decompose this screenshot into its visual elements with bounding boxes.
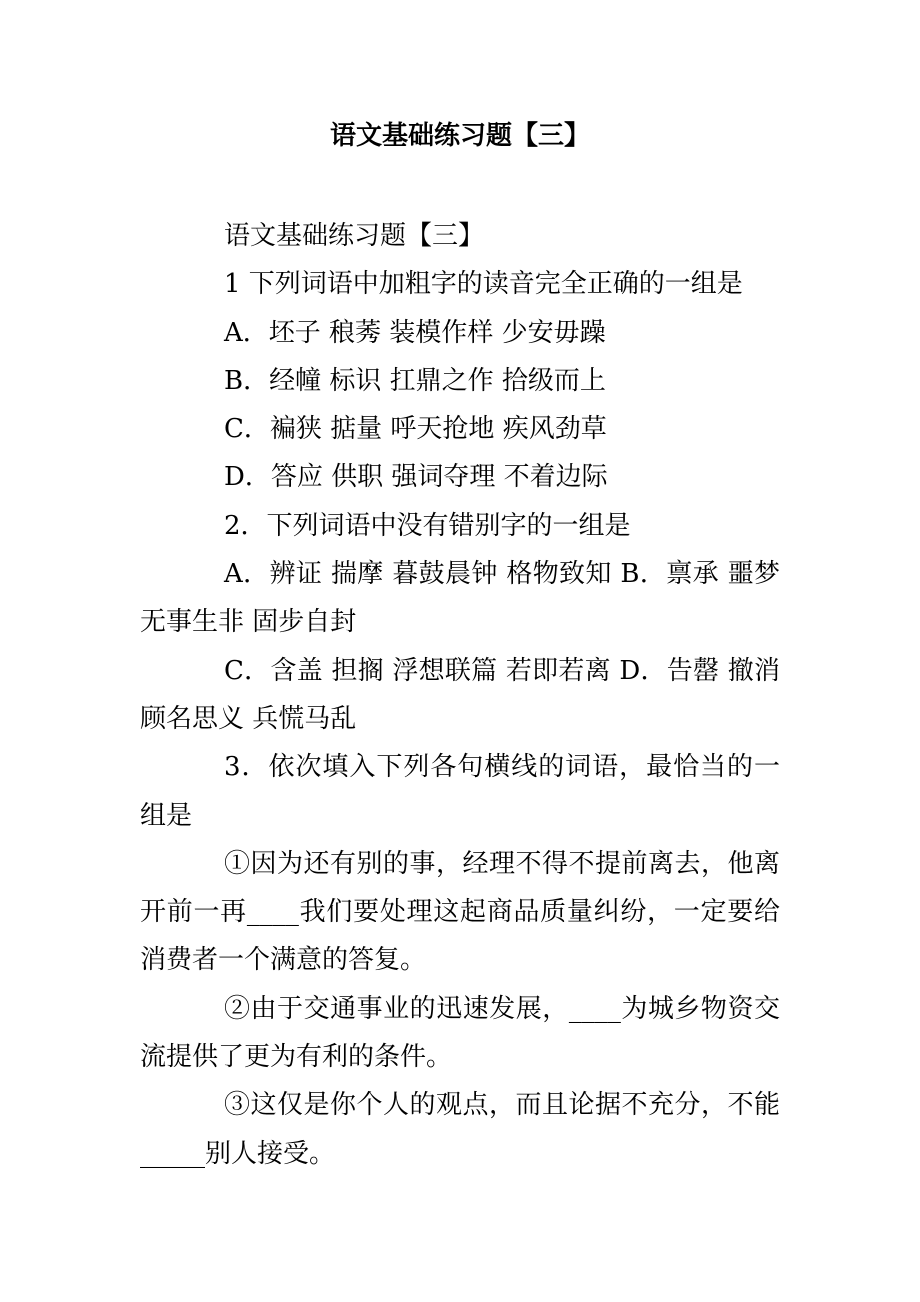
paragraph-q1-option-d: D．答应 供职 强词夺理 不着边际 <box>224 462 608 493</box>
paragraph-question-1: 1 下列词语中加粗字的读音完全正确的一组是 <box>224 269 743 300</box>
paragraph-q1-option-b: B．经幢 标识 扛鼎之作 拾级而上 <box>224 365 606 396</box>
paragraph-q3-sentence-3: ③这仅是你个人的观点，而且论据不充分，不能_____别人接受。 <box>140 1090 780 1169</box>
document-body <box>140 212 780 1178</box>
paragraph-q2-options-cd: C．含盖 担搁 浮想联篇 若即若离 D．告罄 撤消 顾名思义 兵慌马乱 <box>140 655 780 734</box>
paragraph-subtitle: 语文基础练习题【三】 <box>224 221 485 251</box>
paragraph-q1-option-a: A．坯子 稂莠 装模作样 少安毋躁 <box>224 317 606 348</box>
paragraph-question-3: 3．依次填入下列各句横线的词语，最恰当的一组是 <box>140 752 780 831</box>
paragraph-q1-option-c: C．褊狭 掂量 呼天抢地 疾风劲草 <box>224 414 607 445</box>
paragraph-q3-sentence-2: ②由于交通事业的迅速发展，____为城乡物资交流提供了更为有利的条件。 <box>140 993 780 1073</box>
paragraph-question-2: 2．下列词语中没有错别字的一组是 <box>224 510 631 541</box>
paragraph-q2-options-ab: A．辨证 揣摩 暮鼓晨钟 格物致知 B．禀承 噩梦 无事生非 固步自封 <box>140 559 780 638</box>
document-title: 语文基础练习题【三】 <box>329 121 590 151</box>
paragraph-q3-sentence-1: ①因为还有别的事，经理不得不提前离去，他离开前一再____我们要处理这起商品质量纠纷，一定要给消费者一个满意的答复。 <box>140 848 780 976</box>
